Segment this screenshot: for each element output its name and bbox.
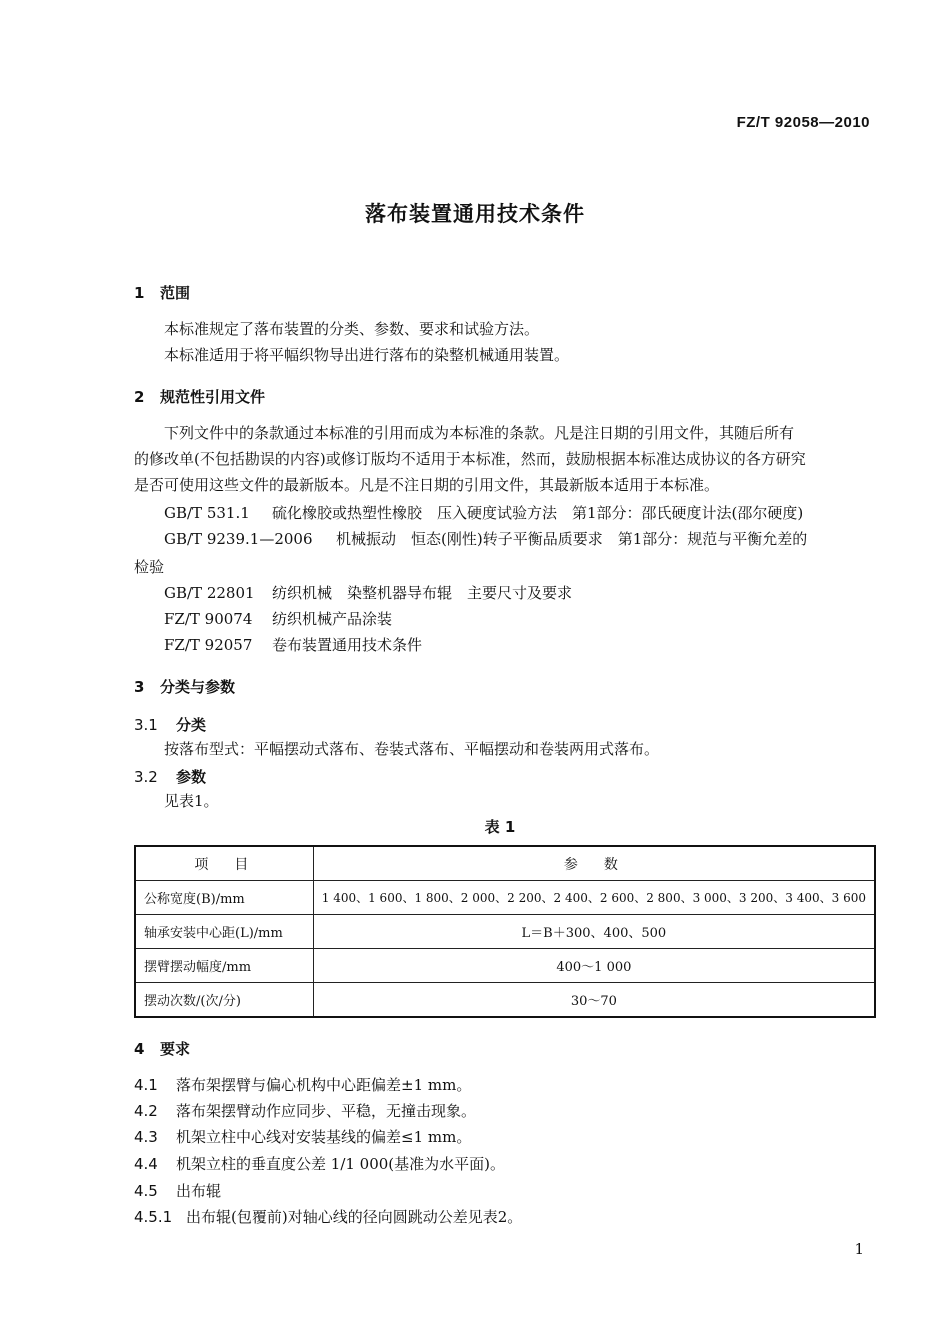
table-cell: 摆臂摆动幅度/mm <box>135 949 313 983</box>
table-header-item: 项 目 <box>135 846 313 881</box>
table-cell: 400～1 000 <box>313 949 875 983</box>
section-4-heading: 4 要求 <box>134 1040 191 1058</box>
section-1-para-2: 本标准适用于将平幅织物导出进行落布的染整机械通用装置。 <box>164 346 570 364</box>
requirement-item: 4.4 机架立柱的垂直度公差 1/1 000(基准为水平面)。 <box>134 1155 506 1173</box>
table-cell: 公称宽度(B)/mm <box>135 881 313 915</box>
table-row <box>135 915 875 949</box>
reference-item: GB/T 22801 纺织机械 染整机器导布辊 主要尺寸及要求 <box>164 584 573 602</box>
reference-item-continuation: 检验 <box>134 558 165 576</box>
document-title: 落布装置通用技术条件 <box>365 202 585 226</box>
table-header-params: 参 数 <box>313 846 875 881</box>
table-row <box>135 881 875 915</box>
table-row <box>135 949 875 983</box>
requirement-item: 4.3 机架立柱中心线对安装基线的偏差≤1 mm。 <box>134 1128 472 1146</box>
subsection-3-2-text: 见表1。 <box>164 792 219 810</box>
section-1-heading: 1 范围 <box>134 284 191 302</box>
requirement-item: 4.2 落布架摆臂动作应同步、平稳，无撞击现象。 <box>134 1102 477 1120</box>
reference-item: FZ/T 90074 纺织机械产品涂装 <box>164 610 393 628</box>
reference-item: GB/T 531.1 硫化橡胶或热塑性橡胶 压入硬度试验方法 第1部分：邵氏硬度计法(邵尔硬度) <box>164 504 804 522</box>
standard-number: FZ/T 92058—2010 <box>736 114 870 131</box>
table-header-row <box>135 846 875 881</box>
reference-item: GB/T 9239.1—2006 机械振动 恒态(刚性)转子平衡品质要求 第1部分：规范与平衡允差的 <box>164 530 808 548</box>
section-2-intro-line-1: 下列文件中的条款通过本标准的引用而成为本标准的条款。凡是注日期的引用文件，其随后所有 <box>164 424 795 442</box>
table-1-caption: 表 1 <box>484 818 516 836</box>
table-cell: 1 400、1 600、1 800、2 000、2 200、2 400、2 600、2 800、3 000、3 200、3 400、3 600 <box>313 881 875 915</box>
table-cell: L＝B＋300、400、500 <box>313 915 875 949</box>
section-2-intro-line-2: 的修改单(不包括勘误的内容)或修订版均不适用于本标准，然而，鼓励根据本标准达成协议的各方研究 <box>134 450 806 468</box>
reference-item: FZ/T 92057 卷布装置通用技术条件 <box>164 636 423 654</box>
section-3-heading: 3 分类与参数 <box>134 678 236 696</box>
requirement-item: 4.5 出布辊 <box>134 1182 222 1200</box>
section-2-intro-line-3: 是否可使用这些文件的最新版本。凡是不注日期的引用文件，其最新版本适用于本标准。 <box>134 476 720 494</box>
subsection-3-1-heading: 3.1 分类 <box>134 716 207 734</box>
table-cell: 摆动次数/(次/分) <box>135 983 313 1018</box>
subsection-3-2-heading: 3.2 参数 <box>134 768 207 786</box>
parameter-table <box>134 845 876 1018</box>
section-1-para-1: 本标准规定了落布装置的分类、参数、要求和试验方法。 <box>164 320 540 338</box>
page-number: 1 <box>854 1240 864 1258</box>
subsection-3-1-text: 按落布型式：平幅摆动式落布、卷装式落布、平幅摆动和卷装两用式落布。 <box>164 740 660 758</box>
requirement-item: 4.5.1 出布辊(包覆前)对轴心线的径向圆跳动公差见表2。 <box>134 1208 523 1226</box>
table-row <box>135 983 875 1018</box>
requirement-item: 4.1 落布架摆臂与偏心机构中心距偏差±1 mm。 <box>134 1076 472 1094</box>
table-cell: 轴承安装中心距(L)/mm <box>135 915 313 949</box>
table-cell: 30～70 <box>313 983 875 1018</box>
section-2-heading: 2 规范性引用文件 <box>134 388 266 406</box>
